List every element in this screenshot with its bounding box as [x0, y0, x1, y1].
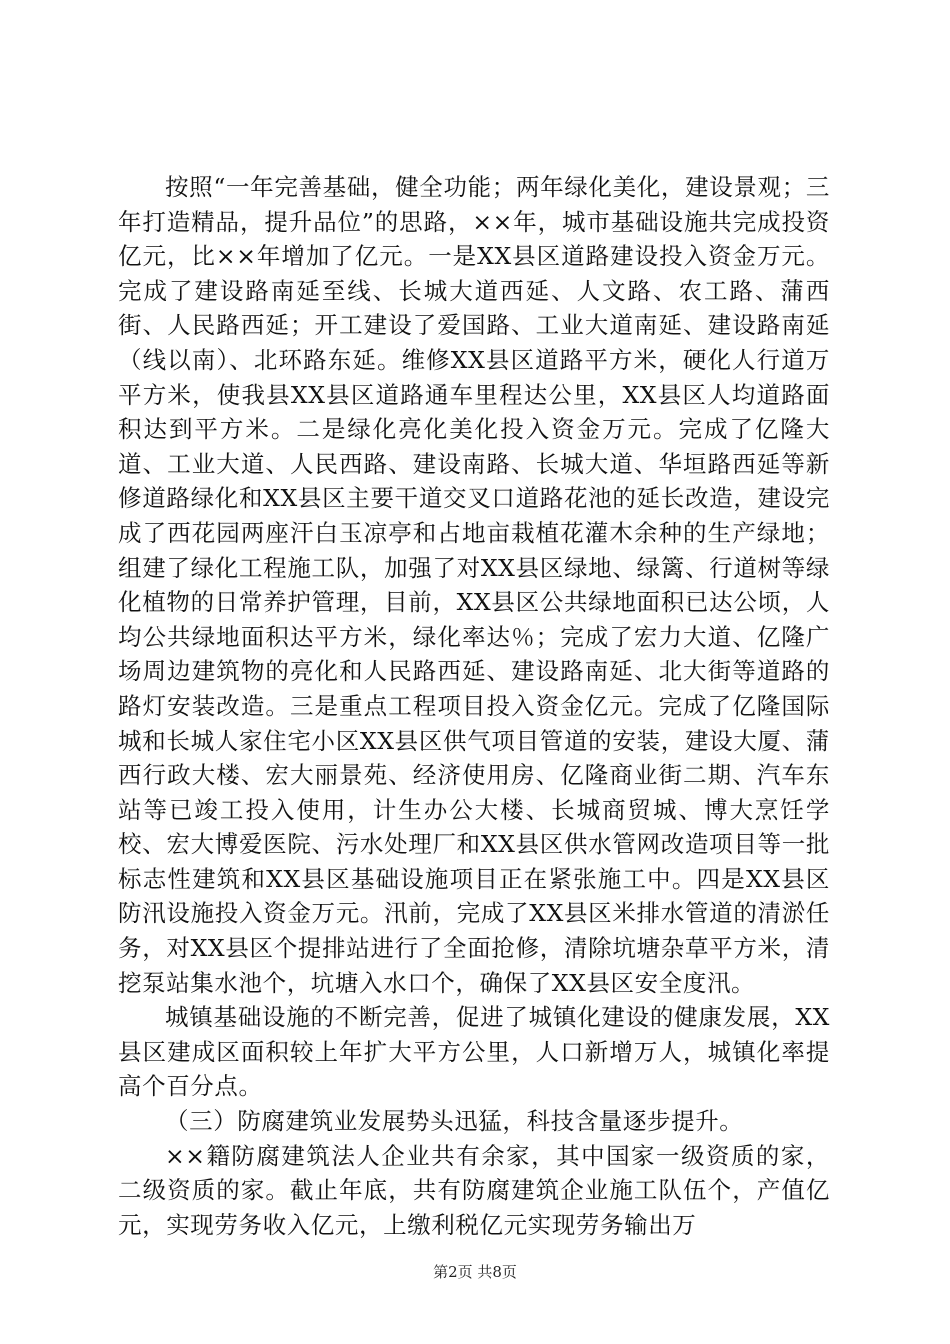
body-paragraph: 按照“一年完善基础，健全功能；两年绿化美化，建设景观；三年打造精品，提升品位”的思路，××年，城市基础设施共完成投资亿元，比××年增加了亿元。一是XX县区道路建设投入资金万元。完成了建设路南延至线、长城大道西延、人文路、农工路、蒲西街、人民路西延；开工建设了爱国路、工业大道南延、建设路南延（线以南）、北环路东延。维修XX县区道路平方米，硬化人行道万平方米，使我县XX县区道路通车里程达公里，XX县区人均道路面积达到平方米。二是绿化亮化美化投入资金万元。完成了亿隆大道、工业大道、人民西路、建设南路、长城大道、华垣路西延等新修道路绿化和XX县区主要干道交叉口道路花池的延长改造，建设完成了西花园两座汗白玉凉亭和占地亩栽植花灌木余种的生产绿地；组建了绿化工程施工队，加强了对XX县区绿地、绿篱、行道树等绿化植物的日常养护管理，目前，XX县区公共绿地面积已达公顷，人均公共绿地面积达平方米，绿化率达％；完成了宏力大道、亿隆广场周边建筑物的亮化和人民路西延、建设路南延、北大街等道路的路灯安装改造。三是重点工程项目投入资金亿元。完成了亿隆国际城和长城人家住宅小区XX县区供气项目管道的安装，建设大厦、蒲西行政大楼、宏大丽景苑、经济使用房、亿隆商业街二期、汽车东站等已竣工投入使用，计生办公大楼、长城商贸城、博大烹饪学校、宏大博爱医院、污水处理厂和XX县区供水管网改造项目等一批标志性建筑和XX县区基础设施项目正在紧张施工中。四是XX县区防汛设施投入资金万元。汛前，完成了XX县区米排水管道的清淤任务，对XX县区个提排站进行了全面抢修，清除坑塘杂草平方米，清挖泵站集水池个，坑塘入水口个，确保了XX县区安全度汛。: [118, 173, 830, 997]
page-number-footer: 第2页 共8页: [433, 1263, 517, 1281]
body-paragraph: 城镇基础设施的不断完善，促进了城镇化建设的健康发展，XX县区建成区面积较上年扩大平方公里，人口新增万人，城镇化率提高个百分点。: [118, 1003, 830, 1101]
body-paragraph: ××籍防腐建筑法人企业共有余家，其中国家一级资质的家，二级资质的家。截止年底，共有防腐建筑企业施工队伍个，产值亿元，实现劳务收入亿元，上缴利税亿元实现劳务输出万: [118, 1141, 830, 1239]
document-body: [118, 170, 830, 1242]
section-heading: （三）防腐建筑业发展势头迅猛，科技含量逐步提升。: [165, 1107, 744, 1136]
